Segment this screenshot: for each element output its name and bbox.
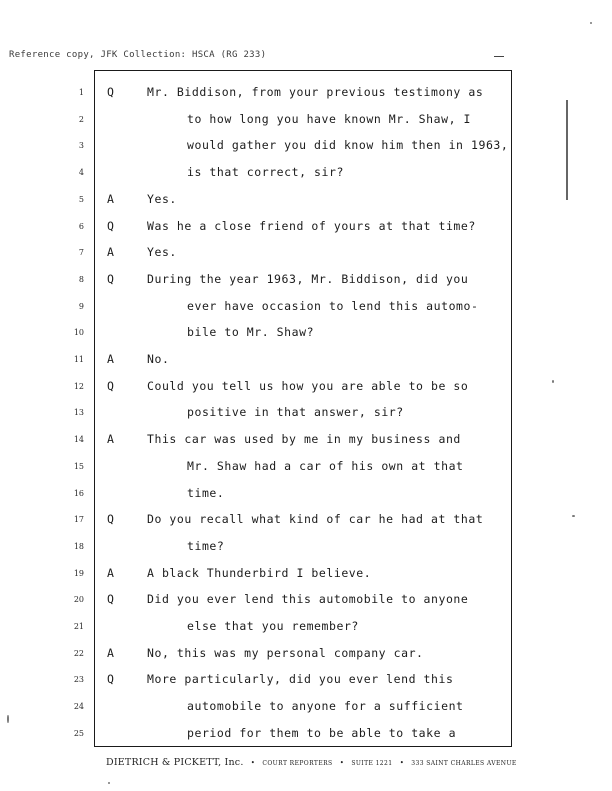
transcript-line bbox=[0, 298, 612, 316]
line-number: 8 bbox=[78, 274, 84, 284]
footer-dept: COURT REPORTERS bbox=[262, 760, 333, 767]
line-text: time? bbox=[187, 538, 225, 553]
line-number: 25 bbox=[73, 728, 84, 738]
line-text: Did you ever lend this automobile to anyone bbox=[147, 592, 469, 607]
line-text: Mr. Shaw had a car of his own at that bbox=[187, 458, 464, 473]
transcript-line bbox=[0, 404, 612, 422]
line-number: 16 bbox=[73, 488, 84, 498]
speaker-label: Q bbox=[107, 592, 115, 607]
footer-firm: DIETRICH & PICKETT, Inc. bbox=[106, 757, 244, 768]
transcript-line bbox=[0, 671, 612, 689]
line-text: period for them to be able to take a bbox=[187, 725, 457, 740]
scan-speck bbox=[108, 782, 110, 784]
speaker-label: Q bbox=[107, 512, 115, 527]
reference-header: Reference copy, JFK Collection: HSCA (RG 233) bbox=[9, 50, 267, 60]
line-text: This car was used by me in my business and bbox=[147, 432, 461, 447]
line-text: would gather you did know him then in 1963, bbox=[187, 138, 509, 153]
line-text: Could you tell us how you are able to be so bbox=[147, 378, 469, 393]
line-number: 24 bbox=[73, 702, 84, 712]
transcript-line bbox=[0, 271, 612, 289]
footer-suite: SUITE 1221 bbox=[351, 760, 393, 767]
scan-speck bbox=[590, 22, 592, 24]
transcript-line bbox=[0, 218, 612, 236]
transcript-line bbox=[0, 378, 612, 396]
transcript-line bbox=[0, 511, 612, 529]
line-number: 19 bbox=[73, 568, 84, 578]
transcript-line bbox=[0, 645, 612, 663]
line-number: 1 bbox=[78, 88, 84, 97]
line-number: 3 bbox=[78, 141, 84, 151]
scan-speck bbox=[7, 715, 9, 723]
line-number: 9 bbox=[78, 301, 84, 311]
speaker-label: A bbox=[107, 352, 115, 366]
line-number: 15 bbox=[73, 461, 84, 471]
line-number: 6 bbox=[78, 221, 84, 231]
line-number: 17 bbox=[73, 515, 84, 525]
scan-mark bbox=[566, 100, 568, 200]
speaker-label: A bbox=[107, 432, 115, 447]
line-text: During the year 1963, Mr. Biddison, did you bbox=[147, 271, 469, 286]
line-text: Was he a close friend of yours at that time? bbox=[147, 218, 476, 233]
transcript-line bbox=[0, 137, 612, 155]
speaker-label: A bbox=[107, 191, 115, 206]
scan-speck bbox=[572, 515, 575, 517]
speaker-label: Q bbox=[107, 218, 115, 233]
line-number: 10 bbox=[73, 328, 84, 338]
transcript-line bbox=[0, 164, 612, 182]
transcript-line bbox=[0, 538, 612, 556]
speaker-label: A bbox=[107, 645, 115, 660]
line-text: automobile to anyone for a sufficient bbox=[187, 699, 464, 714]
line-text: positive in that answer, sir? bbox=[187, 405, 404, 420]
footer-separator: • bbox=[250, 759, 256, 767]
transcript-line bbox=[0, 458, 612, 476]
line-text: else that you remember? bbox=[187, 619, 359, 633]
line-text: time. bbox=[187, 485, 225, 500]
transcript-line bbox=[0, 591, 612, 609]
line-text: A black Thunderbird I believe. bbox=[147, 565, 372, 580]
transcript-line bbox=[0, 565, 612, 583]
line-text: No. bbox=[147, 352, 170, 366]
header-mark bbox=[494, 56, 504, 57]
line-text: Mr. Biddison, from your previous testimony as bbox=[147, 85, 484, 99]
line-number: 20 bbox=[73, 595, 84, 605]
speaker-label: Q bbox=[107, 378, 115, 393]
transcript-line bbox=[0, 244, 612, 262]
line-number: 5 bbox=[78, 194, 84, 204]
transcript-line bbox=[0, 84, 612, 102]
transcript-line bbox=[0, 698, 612, 716]
frame-bottom-rule bbox=[94, 746, 512, 747]
scan-speck bbox=[552, 380, 554, 383]
footer-address: 333 SAINT CHARLES AVENUE bbox=[411, 760, 517, 767]
line-number: 21 bbox=[73, 622, 84, 631]
line-text: to how long you have known Mr. Shaw, I bbox=[187, 111, 471, 126]
line-text: ever have occasion to lend this automo- bbox=[187, 298, 479, 313]
speaker-label: A bbox=[107, 245, 115, 260]
transcript-line bbox=[0, 351, 612, 369]
line-text: Do you recall what kind of car he had at that bbox=[147, 512, 484, 527]
transcript-line bbox=[0, 618, 612, 636]
footer-separator: • bbox=[399, 759, 405, 767]
line-text: Yes. bbox=[147, 245, 177, 260]
line-number: 14 bbox=[73, 435, 84, 445]
line-number: 23 bbox=[73, 675, 84, 685]
transcript-line bbox=[0, 485, 612, 503]
line-number: 18 bbox=[73, 541, 84, 551]
transcript-line bbox=[0, 191, 612, 209]
line-number: 7 bbox=[78, 248, 84, 258]
footer-separator: • bbox=[339, 759, 345, 767]
speaker-label: Q bbox=[107, 271, 115, 286]
line-text: Yes. bbox=[147, 191, 177, 206]
transcript-line bbox=[0, 725, 612, 743]
page-footer bbox=[106, 757, 517, 768]
transcript-line bbox=[0, 111, 612, 129]
line-number: 11 bbox=[73, 355, 84, 364]
line-number: 2 bbox=[78, 114, 84, 124]
line-number: 12 bbox=[73, 381, 84, 391]
line-number: 4 bbox=[78, 168, 84, 178]
speaker-label: Q bbox=[107, 672, 115, 687]
line-number: 22 bbox=[73, 648, 84, 658]
speaker-label: A bbox=[107, 565, 115, 580]
line-text: No, this was my personal company car. bbox=[147, 645, 424, 660]
transcript-line bbox=[0, 431, 612, 449]
line-text: bile to Mr. Shaw? bbox=[187, 325, 315, 340]
line-text: is that correct, sir? bbox=[187, 165, 344, 180]
line-number: 13 bbox=[73, 408, 84, 418]
transcript-line bbox=[0, 324, 612, 342]
speaker-label: Q bbox=[107, 85, 115, 99]
line-text: More particularly, did you ever lend this bbox=[147, 672, 454, 687]
